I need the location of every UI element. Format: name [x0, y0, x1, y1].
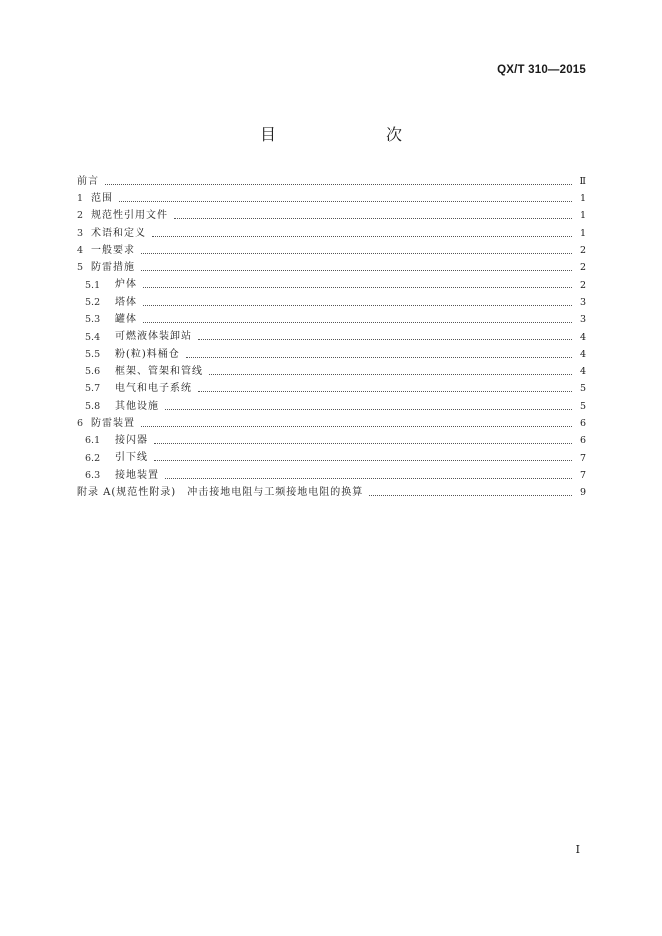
toc-entry[interactable]: [77, 450, 586, 467]
toc-entry-label: 附录 A(规范性附录) 冲击接地电阻与工频接地电阻的换算: [77, 486, 364, 498]
page-number: I: [575, 843, 580, 856]
toc-entry[interactable]: [77, 190, 586, 207]
toc-entry-label: 炉体: [115, 279, 137, 291]
toc-entry-page: 4: [579, 348, 586, 360]
toc-entry-label: 规范性引用文件: [91, 210, 168, 222]
toc-entry-page: 7: [579, 452, 586, 464]
toc-entry-number: 6: [77, 418, 84, 430]
toc-entry-label: 防雷措施: [91, 262, 135, 274]
toc-entry-number: 5.7: [85, 383, 101, 395]
toc-entry[interactable]: [77, 484, 586, 501]
toc-dot-leader: [143, 286, 572, 288]
toc-entry-number: 1: [77, 193, 84, 205]
toc-entry[interactable]: [77, 363, 586, 380]
toc-entry-number: 6.1: [85, 435, 101, 447]
toc-entry-label: 防雷装置: [91, 417, 135, 429]
toc-entry-page: 3: [579, 314, 586, 326]
toc-entry-number: 5.8: [85, 400, 101, 412]
toc-entry[interactable]: [77, 415, 586, 432]
toc-entry-label: 可燃液体装卸站: [115, 331, 192, 343]
toc-entry-page: 2: [579, 262, 586, 274]
toc-entry-number: 3: [77, 227, 84, 239]
toc-entry[interactable]: [77, 173, 586, 190]
toc-entry-label: 粉(粒)料桶仓: [115, 348, 180, 360]
toc-entry-number: 5.6: [85, 366, 101, 378]
toc-entry-label: 接闪器: [115, 435, 148, 447]
toc-entry-number: 6.2: [85, 452, 101, 464]
toc-entry-label: 罐体: [115, 314, 137, 326]
toc-entry-label: 塔体: [115, 296, 137, 308]
toc-dot-leader: [143, 304, 572, 306]
toc-entry-page: 2: [579, 245, 586, 257]
toc-dot-leader: [143, 321, 572, 323]
document-code: QX/T 310—2015: [497, 64, 586, 76]
toc-entry-page: 1: [579, 193, 586, 205]
toc-entry-page: 1: [579, 210, 586, 222]
toc-entry-number: 5: [77, 262, 84, 274]
toc-entry-page: 1: [579, 227, 586, 239]
toc-entry[interactable]: [77, 259, 586, 276]
toc-entry-page: 9: [579, 487, 586, 499]
toc-entry-number: 6.3: [85, 469, 101, 481]
toc-entry[interactable]: [77, 208, 586, 225]
toc-dot-leader: [141, 425, 572, 427]
toc-entry-number: 5.4: [85, 331, 101, 343]
toc-entry[interactable]: [77, 432, 586, 449]
toc-entry[interactable]: [77, 381, 586, 398]
toc-entry-number: 5.1: [85, 279, 101, 291]
toc-entry-page: 7: [579, 469, 586, 481]
toc-dot-leader: [198, 390, 572, 392]
toc-entry-label: 引下线: [115, 452, 148, 464]
toc-dot-leader: [174, 217, 572, 219]
toc-entry[interactable]: [77, 311, 586, 328]
toc-entry-page: 4: [579, 366, 586, 378]
toc-entry-label: 电气和电子系统: [115, 383, 192, 395]
toc-entry-label: 前言: [77, 175, 99, 187]
toc-entry-page: 3: [579, 296, 586, 308]
toc-entry-page: 2: [579, 279, 586, 291]
toc-entry-page: 4: [579, 331, 586, 343]
toc-entry-page: 5: [579, 400, 586, 412]
toc-entry[interactable]: [77, 277, 586, 294]
toc-entry-label: 术语和定义: [91, 227, 146, 239]
toc-entry-number: 5.3: [85, 314, 101, 326]
toc-dot-leader: [141, 269, 572, 271]
toc-entry-page: Ⅱ: [579, 175, 586, 187]
toc-entry[interactable]: [77, 398, 586, 415]
toc-dot-leader: [154, 459, 572, 461]
toc-entry[interactable]: [77, 242, 586, 259]
toc-entry-label: 其他设施: [115, 400, 159, 412]
toc-dot-leader: [198, 338, 572, 340]
toc-entry-number: 5.5: [85, 348, 101, 360]
toc-dot-leader: [105, 183, 572, 185]
toc-entry[interactable]: [77, 294, 586, 311]
toc-list: [77, 173, 586, 502]
toc-title: 目 次: [259, 125, 428, 144]
toc-entry-page: 6: [579, 418, 586, 430]
toc-dot-leader: [186, 356, 572, 358]
toc-entry[interactable]: [77, 329, 586, 346]
toc-dot-leader: [209, 373, 572, 375]
toc-entry-number: 2: [77, 210, 84, 222]
toc-dot-leader: [369, 494, 572, 496]
toc-entry-label: 接地装置: [115, 469, 159, 481]
toc-entry-page: 6: [579, 435, 586, 447]
toc-entry-page: 5: [579, 383, 586, 395]
toc-entry[interactable]: [77, 225, 586, 242]
toc-entry-label: 范围: [91, 192, 113, 204]
toc-entry-label: 一般要求: [91, 244, 135, 256]
toc-dot-leader: [141, 252, 572, 254]
toc-entry-label: 框架、管架和管线: [115, 365, 203, 377]
toc-dot-leader: [165, 477, 572, 479]
toc-entry-number: 4: [77, 245, 84, 257]
toc-entry[interactable]: [77, 346, 586, 363]
toc-dot-leader: [165, 408, 572, 410]
toc-entry-number: 5.2: [85, 296, 101, 308]
toc-dot-leader: [152, 235, 572, 237]
toc-entry[interactable]: [77, 467, 586, 484]
toc-dot-leader: [154, 442, 572, 444]
toc-dot-leader: [119, 200, 572, 202]
